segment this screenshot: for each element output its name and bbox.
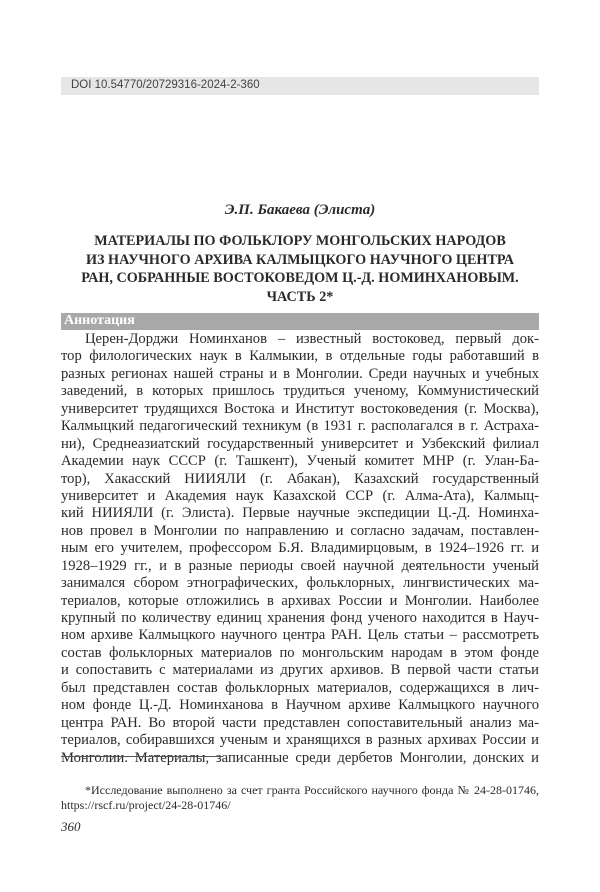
paragraph-line: Академии наук СССР (г. Ташкент), Ученый комитет МНР (г. Улан-Ба- <box>61 453 539 470</box>
annotation-heading: Аннотация <box>64 313 135 329</box>
paragraph-line: ном фонде Ц.-Д. Номинханова в Научном архиве Калмыцкого научного <box>61 697 539 714</box>
title-line: МАТЕРИАЛЫ ПО ФОЛЬКЛОРУ МОНГОЛЬСКИХ НАРОДОВ <box>61 232 539 251</box>
doi-bar <box>61 77 539 95</box>
paragraph-line: университет и Академия наук Казахской ССР (г. Алма-Ата), Калмыц- <box>61 488 539 505</box>
footnote-divider <box>61 756 223 757</box>
paragraph-line: Калмыцкий педагогический техникум (в 1931 г. располагался в г. Астраха- <box>61 418 539 435</box>
paragraph-line: ном архиве Калмыцкого научного центра РАН. Цель статьи – рассмотреть <box>61 627 539 644</box>
paragraph-line: 1928–1929 гг., и в разные периоды своей научной деятельности ученый <box>61 558 539 575</box>
paragraph-line: и сопоставить с материалами из других архивов. В первой части статьи <box>61 662 539 679</box>
paragraph-line: состав фольклорных материалов по монгольским народам в этом фонде <box>61 645 539 662</box>
footnote-text: *Исследование выполнено за счет гранта Российского научного фонда № 24-28-01746, <box>61 783 539 798</box>
paragraph-line: университет трудящихся Востока и Институт востоковедения (г. Москва), <box>61 401 539 418</box>
paragraph-line: нов провел в Монголии по направлению и согласно задачам, поставлен- <box>61 523 539 540</box>
paragraph-line: крупный по количеству единиц хранения фонд ученого находится в Науч- <box>61 610 539 627</box>
annotation-text <box>61 331 539 767</box>
paragraph-line: Монголии. Материалы, записанные среди дербетов Монголии, донских и <box>61 750 539 767</box>
paragraph-line: центра РАН. Во второй части представлен сопоставительный анализ ма- <box>61 715 539 732</box>
article-author: Э.П. Бакаева (Элиста) <box>0 202 600 219</box>
title-line: ЧАСТЬ 2* <box>61 288 539 307</box>
paragraph-line: разных регионах нашей страны и в Монголии. Среди научных и учебных <box>61 366 539 383</box>
paragraph-line: териалов, которые отложились в архивах России и Монголии. Наиболее <box>61 593 539 610</box>
doi-text: DOI 10.54770/20729316-2024-2-360 <box>71 79 260 91</box>
paragraph-line: Церен-Дорджи Номинханов – известный востоковед, первый док- <box>61 331 539 348</box>
page-number: 360 <box>61 819 81 835</box>
footnote-link[interactable]: https://rscf.ru/project/24-28-01746/ <box>61 798 539 813</box>
paragraph-line: тор), Хакасский НИИЯЛИ (г. Абакан), Казахский государственный <box>61 471 539 488</box>
footnote <box>61 783 539 813</box>
article-title <box>61 232 539 306</box>
title-line: РАН, СОБРАННЫЕ ВОСТОКОВЕДОМ Ц.-Д. НОМИНХАНОВЫМ. <box>61 269 539 288</box>
paragraph-line: кий НИИЯЛИ (г. Элиста). Первые научные экспедиции Ц.-Д. Номинха- <box>61 505 539 522</box>
paragraph-line: териалов, собиравшихся ученым и хранящихся в разных архивах России и <box>61 732 539 749</box>
paragraph-line: тор филологических наук в Калмыкии, в отдельные годы работавший в <box>61 348 539 365</box>
title-line: ИЗ НАУЧНОГО АРХИВА КАЛМЫЦКОГО НАУЧНОГО ЦЕНТРА <box>61 251 539 270</box>
annotation-heading-bar <box>61 313 539 330</box>
paragraph-line: заведений, в которых пришлось трудиться ученому, Коммунистический <box>61 383 539 400</box>
paragraph-line: ни), Среднеазиатский государственный университет и Узбекский филиал <box>61 436 539 453</box>
paragraph-line: занимался сбором этнографических, фольклорных, лингвистических ма- <box>61 575 539 592</box>
paragraph-line: ным его учителем, профессором Б.Я. Владимирцовым, в 1924–1926 гг. и <box>61 540 539 557</box>
paragraph-line: был представлен состав фольклорных материалов, содержащихся в лич- <box>61 680 539 697</box>
